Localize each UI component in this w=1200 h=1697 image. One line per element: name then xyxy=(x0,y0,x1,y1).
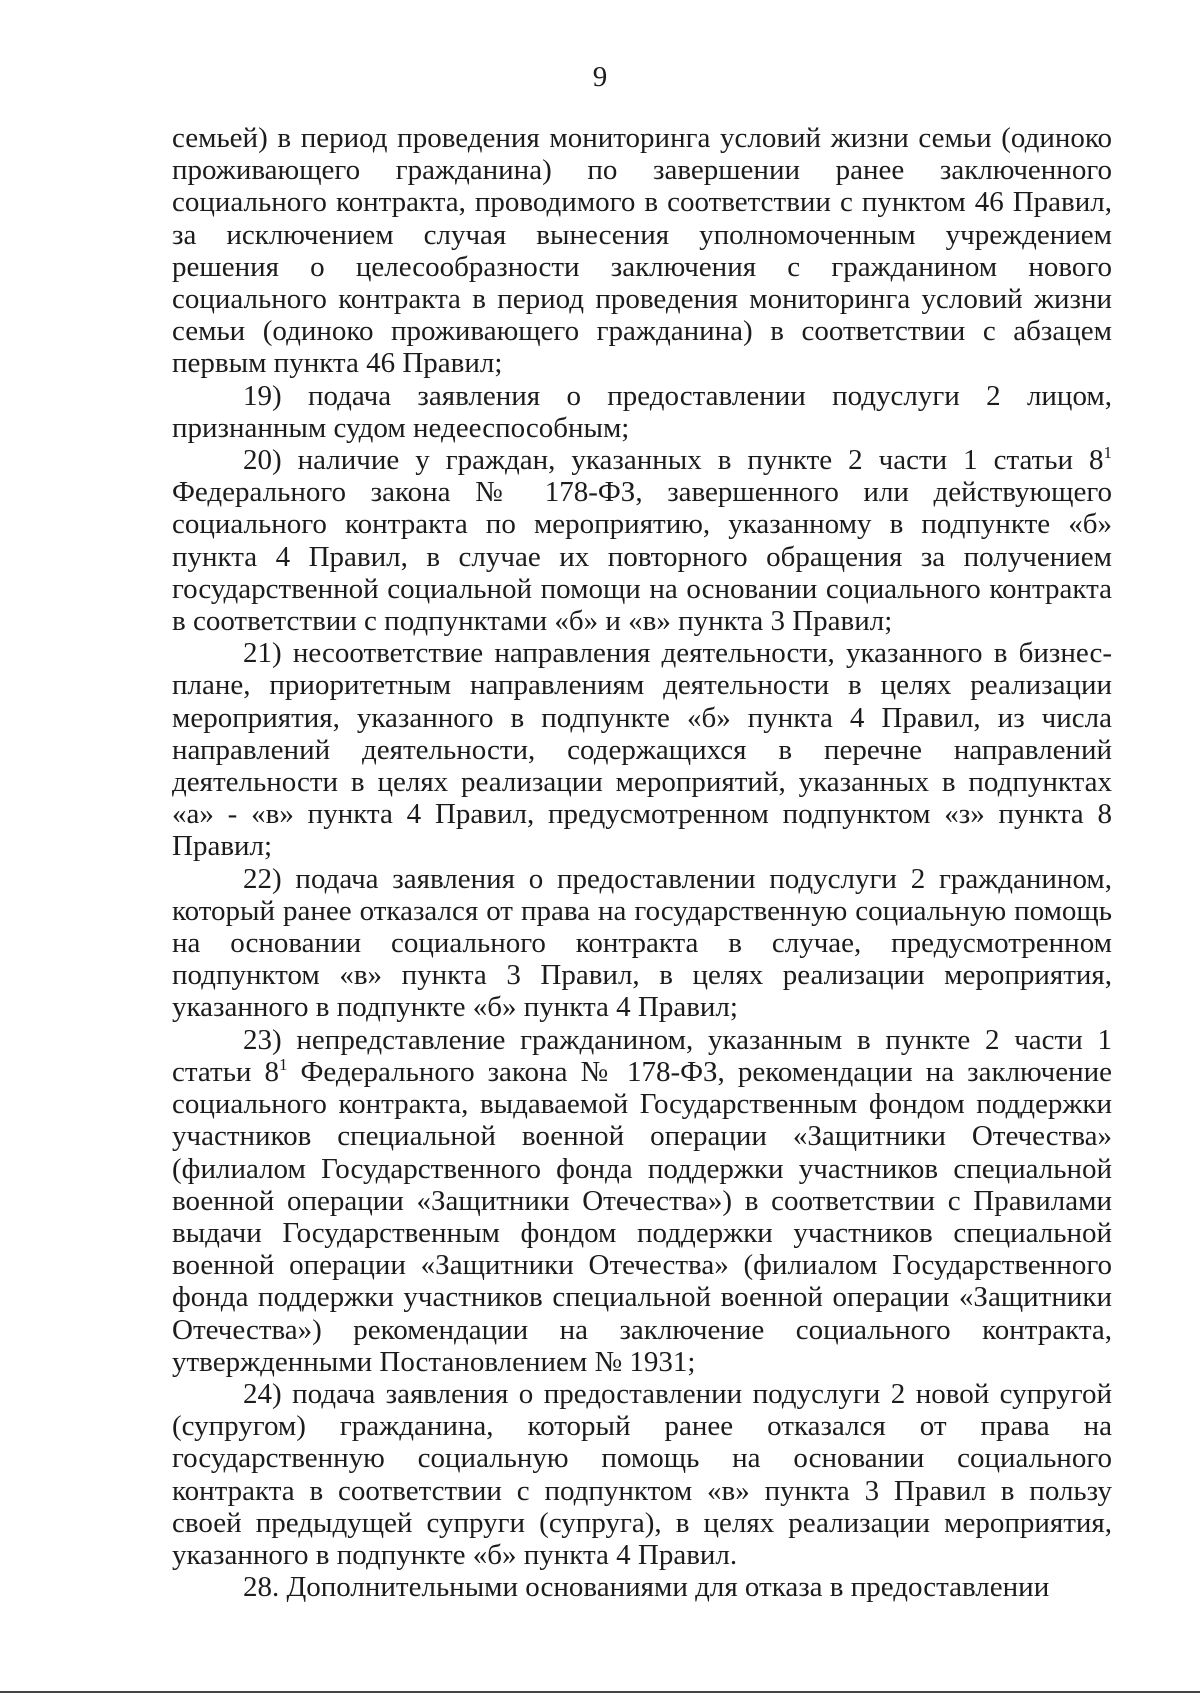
paragraph-item-19: 19) подача заявления о предоставлении подуслуги 2 лицом, признанным судом недееспособным; xyxy=(172,379,1112,444)
paragraph-item-24: 24) подача заявления о предоставлении подуслуги 2 новой супругой (супругом) гражданина, который ранее отказался от права на государственную социальную помощь на основании социального контракта в соответствии с подпунктом «в» пункта 3 Правил в пользу своей предыдущей супруги (супруга), в целях реализации мероприятия, указанного в подпункте «б» пункта 4 Правил. xyxy=(172,1377,1112,1571)
paragraph-section-28: 28. Дополнительными основаниями для отказа в предоставлении xyxy=(243,1571,1050,1604)
document-body xyxy=(172,122,1112,1603)
item-20-superscript: 1 xyxy=(1103,443,1112,463)
paragraph-item-23 xyxy=(172,1024,1112,1378)
page-number: 9 xyxy=(592,61,608,93)
item-23-superscript: 1 xyxy=(278,1054,288,1074)
paragraph-item-20 xyxy=(172,444,1112,637)
paragraph-item-21: 21) несоответствие направления деятельности, указанного в бизнес-плане, приоритетным направлениям деятельности в целях реализации мероприятия, указанного в подпункте «б» пункта 4 Правил, из числа направлений деятельности, содержащихся в перечне направлений деятельности в целях реализации мероприятий, указанных в подпунктах «а» - «в» пункта 4 Правил, предусмотренном подпунктом «з» пункта 8 Правил; xyxy=(172,637,1112,863)
item-23-text-start: 23) непредставление гражданином, указанным в пункте 2 части 1 статьи 8 xyxy=(172,1023,1112,1088)
item-20-text-start: 20) наличие у граждан, указанных в пункте 2 части 1 статьи 8 xyxy=(243,444,1104,477)
paragraph-continuation: семьей) в период проведения мониторинга условий жизни семьи (одиноко проживающего гражданина) по завершении ранее заключенного социального контракта, проводимого в соответствии с пунктом 46 Правил, за исключением случая вынесения уполномоченным учреждением решения о целесообразности заключения с гражданином нового социального контракта в период проведения мониторинга условий жизни семьи (одиноко проживающего гражданина) в соответствии с абзацем первым пункта 46 Правил; xyxy=(172,122,1112,380)
page-bottom-edge-line xyxy=(0,1691,1200,1693)
paragraph-item-22: 22) подача заявления о предоставлении подуслуги 2 гражданином, который ранее отказался от права на государственную социальную помощь на основании социального контракта в случае, предусмотренном подпунктом «в» пункта 3 Правил, в целях реализации мероприятия, указанного в подпункте «б» пункта 4 Правил; xyxy=(172,862,1112,1024)
item-20-text-end: Федерального закона № 178-ФЗ, завершенного или действующего социального контракта по мероприятию, указанному в подпункте «б» пункта 4 Правил, в случае их повторного обращения за получением государственной социальной помощи на основании социального контракта в соответствии с подпунктами «б» и «в» пункта 3 Правил; xyxy=(172,476,1112,638)
item-23-text-end: Федерального закона № 178-ФЗ, рекомендации на заключение социального контракта, выдаваемой Государственным фондом поддержки участников специальной военной операции «Защитники Отечества» (филиалом Государственного фонда поддержки участников специальной военной операции «Защитники Отечества») в соответствии с Правилами выдачи Государственным фондом поддержки участников специальной военной операции «Защитники Отечества» (филиалом Государственного фонда поддержки участников специальной военной операции «Защитники Отечества») рекомендации на заключение социального контракта, утвержденными Постановлением № 1931; xyxy=(172,1055,1112,1378)
